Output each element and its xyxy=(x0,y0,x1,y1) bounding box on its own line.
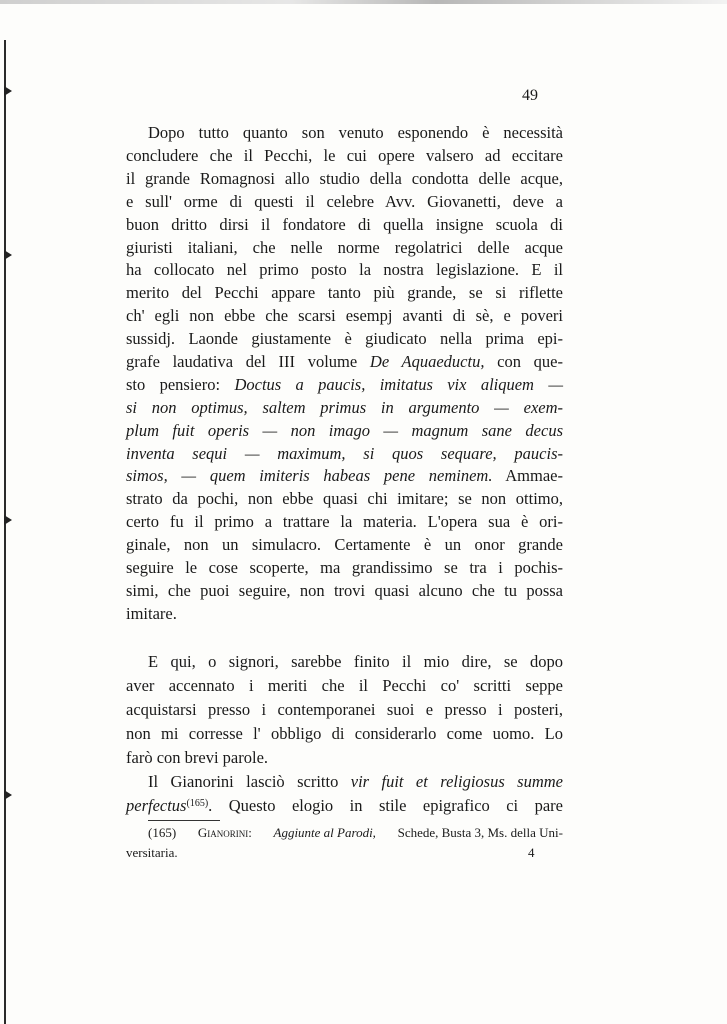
scan-edge-mark xyxy=(4,250,12,260)
text-line xyxy=(126,398,563,418)
text-line xyxy=(126,700,563,720)
text-segment: giuristi italiani, che nelle norme regolatrici delle acque xyxy=(126,238,563,257)
footnote-marker: (165) xyxy=(148,825,177,840)
italic-text: Doctus a paucis, imitatus vix aliquem — xyxy=(234,375,563,394)
text-line xyxy=(126,604,563,624)
text-segment: farò con brevi parole. xyxy=(126,748,269,767)
text-segment: E qui, o signori, sarebbe finito il mio dire, se dopo xyxy=(148,652,563,671)
text-line xyxy=(126,466,563,486)
italic-text: simos, — quem imiteris habeas pene neminem. xyxy=(126,466,493,485)
text-segment: grafe laudativa del III volume xyxy=(126,352,370,371)
text-line xyxy=(126,215,563,235)
text-line xyxy=(126,306,563,326)
footnote-rule xyxy=(148,820,220,821)
text-segment: strato da pochi, non ebbe quasi chi imitare; se non ottimo, xyxy=(126,489,563,508)
text-segment: acquistarsi presso i contemporanei suoi e presso i posteri, xyxy=(126,700,563,719)
text-segment: sto pensiero: xyxy=(126,375,235,394)
footnote-title: Aggiunte al Parodi, xyxy=(273,825,376,840)
page-number: 49 xyxy=(522,87,538,104)
scan-left-edge xyxy=(4,40,6,1024)
text-line xyxy=(126,169,563,189)
text-line xyxy=(148,123,563,143)
text-line xyxy=(126,283,563,303)
text-segment: concludere che il Pecchi, le cui opere valsero ad eccitare xyxy=(126,146,563,165)
text-line xyxy=(126,352,563,372)
text-segment: . Questo elogio in stile epigrafico ci pare xyxy=(208,796,563,815)
text-line xyxy=(126,444,563,464)
text-line xyxy=(126,375,563,395)
text-line xyxy=(126,260,563,280)
text-line xyxy=(126,238,563,258)
scan-edge-mark xyxy=(4,790,12,800)
text-segment: Ammae- xyxy=(492,466,563,485)
text-segment: seguire le cose scoperte, ma grandissimo se tra i pochis- xyxy=(126,558,563,577)
text-line xyxy=(126,329,563,349)
text-line xyxy=(126,558,563,578)
text-segment: sussidj. Laonde giustamente è giudicato nella prima epi- xyxy=(126,329,563,348)
text-segment: Dopo tutto quanto son venuto esponendo è necessità xyxy=(148,123,563,142)
text-line xyxy=(126,724,563,744)
italic-text: vir fuit et religiosus summe xyxy=(350,772,563,791)
text-line xyxy=(126,512,563,532)
text-line xyxy=(126,796,563,816)
text-line xyxy=(148,652,563,672)
text-segment: ch' egli non ebbe che scarsi esempj avanti di sè, e poveri xyxy=(126,306,563,325)
scan-top-edge xyxy=(0,0,727,4)
text-segment: merito del Pecchi appare tanto più grande, se si riflette xyxy=(126,283,563,302)
footnote-rest: Schede, Busta 3, Ms. della Uni- xyxy=(397,825,563,840)
text-line xyxy=(126,676,563,696)
text-segment: buon dritto dirsi il fondatore di quella insigne scuola di xyxy=(126,215,563,234)
italic-text: De Aquaeductu, xyxy=(369,352,485,371)
text-segment: simi, che puoi seguire, non trovi quasi alcuno che tu possa xyxy=(126,581,563,600)
text-segment: imitare. xyxy=(126,604,177,623)
footnote-line-1 xyxy=(148,825,563,841)
text-line xyxy=(126,748,563,768)
italic-text: plum fuit operis — non imago — magnum sane decus xyxy=(126,421,563,440)
text-segment: Il Gianorini lasciò scritto xyxy=(148,772,351,791)
italic-text: perfectus xyxy=(126,796,187,815)
scan-edge-mark xyxy=(4,86,12,96)
footnote-author: Gianorini xyxy=(197,825,249,840)
text-segment: aver accennato i meriti che il Pecchi co' scritti seppe xyxy=(126,676,563,695)
footnote-reference: (165) xyxy=(186,798,209,809)
text-segment: certo fu il primo a trattare la materia. L'opera sua è ori- xyxy=(126,512,563,531)
text-segment: ha collocato nel primo posto la nostra legislazione. E il xyxy=(126,260,563,279)
signature-mark: 4 xyxy=(528,845,535,860)
text-segment: ginale, non un simulacro. Certamente è un onor grande xyxy=(126,535,563,554)
text-line xyxy=(148,772,563,792)
text-segment: con que- xyxy=(484,352,563,371)
text-line xyxy=(126,421,563,441)
text-line xyxy=(126,489,563,509)
italic-text: si non optimus, saltem primus in argumento — exem- xyxy=(126,398,563,417)
scan-edge-mark xyxy=(4,515,12,525)
italic-text: inventa sequi — maximum, si quos sequare, paucis- xyxy=(126,444,563,463)
text-segment: e sull' orme di questi il celebre Avv. Giovanetti, deve a xyxy=(126,192,563,211)
footnote-line-2: versitaria. xyxy=(126,845,178,860)
text-line xyxy=(126,192,563,212)
footnote-colon: : xyxy=(248,825,252,840)
text-segment: non mi corresse l' obbligo di considerarlo come uomo. Lo xyxy=(126,724,563,743)
text-line xyxy=(126,581,563,601)
text-line xyxy=(126,535,563,555)
text-segment: il grande Romagnosi allo studio della condotta delle acque, xyxy=(126,169,563,188)
text-line xyxy=(126,146,563,166)
